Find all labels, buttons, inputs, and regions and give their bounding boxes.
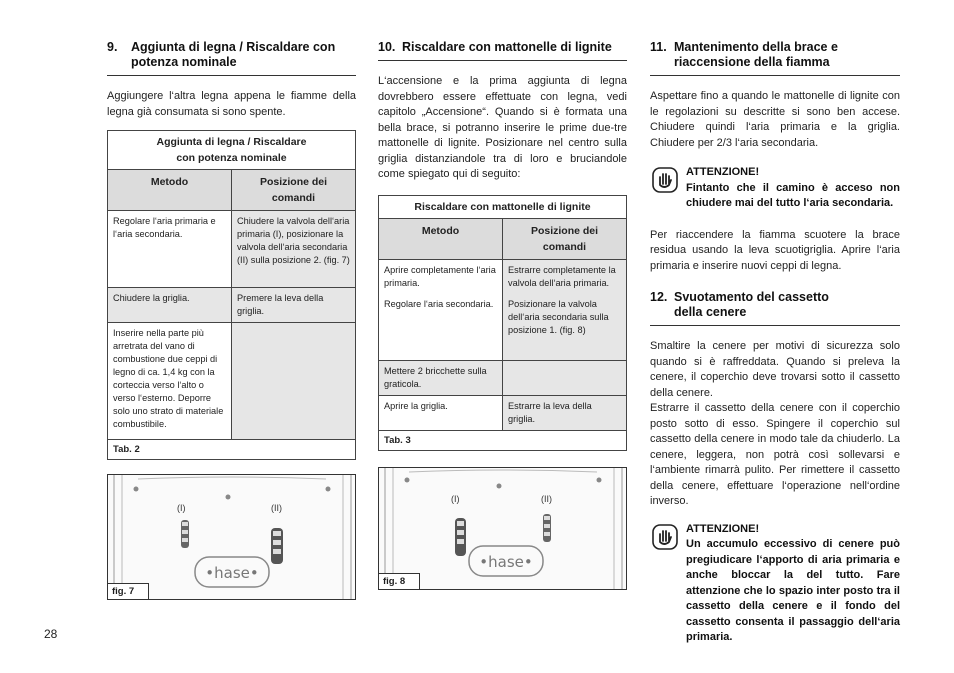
table-title: Riscaldare con mattonelle di lignite xyxy=(379,195,627,218)
warning-text-block xyxy=(686,522,900,646)
lever-label-secondary: (II) xyxy=(271,503,282,513)
table-label: Tab. 2 xyxy=(108,440,356,460)
warning-text-block xyxy=(686,165,900,212)
table-cell: Inserire nella parte più arretrata del vano di combustione due ceppi di legno di ca. 1,4 kg con la corteccia verso l‘alto o verso l‘esterno. Deporre solo uno strato di materiale combustibile. xyxy=(108,323,232,440)
table-cell: Estrarre la leva della griglia. xyxy=(503,395,627,430)
figure-8 xyxy=(378,467,627,590)
table-title-line: con potenza nominale xyxy=(176,152,287,164)
table-cell: Mettere 2 bricchette sulla graticola. xyxy=(379,360,503,395)
paragraph: L‘accensione e la prima aggiunta di legna dovrebbero essere effettuate con legna, vedi capitolo „Accensione“. Quando si è formata una bella brace, si potranno inserire le prime due-tre mattonelle di lignite. Posizionare nel centro sulla griglia distanziandole tra di loro e bruciandole come spiegato qui di seguito: xyxy=(378,75,627,180)
table-row xyxy=(108,288,356,323)
table-3 xyxy=(378,195,627,451)
title-line: riaccensione della fiamma xyxy=(674,55,830,69)
figure-label: fig. 7 xyxy=(108,583,149,599)
divider xyxy=(650,325,900,326)
table-cell xyxy=(379,259,503,360)
figure-label: fig. 8 xyxy=(379,573,420,589)
paragraph: Estrarre il cassetto della cenere con il coperchio posto sotto di esso. Spingere il coperchio sul cassetto della cenere in modo tale da chiuderlo. La cenere, leggera, non potrà così sollevarsi e l‘ambiente rimarrà pulito. Per rimettere il cassetto della cenere, effettuare l‘operazione nell‘ordine inverso. xyxy=(650,402,900,507)
cell-text: Aprire completamente l‘aria primaria. xyxy=(384,264,496,288)
title-line: Mantenimento della brace e xyxy=(674,40,838,54)
table-cell: Chiudere la valvola dell‘aria primaria (I), posizionare la valvola dell‘aria secondaria (II) sulla posizione 2. (fig. 7) xyxy=(232,211,356,288)
figure-7 xyxy=(107,474,356,600)
table-row xyxy=(108,323,356,440)
divider xyxy=(378,60,627,61)
warning-hand-icon xyxy=(650,524,680,550)
section-title xyxy=(674,40,900,70)
table-label: Tab. 3 xyxy=(379,430,627,450)
table-title-line: Aggiunta di legna / Riscaldare xyxy=(156,136,307,148)
divider xyxy=(107,75,356,76)
divider xyxy=(650,75,900,76)
section-number: 10. xyxy=(378,40,396,54)
table-cell: Premere la leva della griglia. xyxy=(232,288,356,323)
stove-illustration xyxy=(108,475,356,599)
warning-text: Fintanto che il camino è acceso non chiudere mai del tutto l‘aria secondaria. xyxy=(686,181,900,209)
paragraph: Per riaccendere la fiamma scuotere la brace residua usando la leva scuotigriglia. Aprire l‘aria primaria e inserire nuovi ceppi di legna. xyxy=(650,228,900,272)
cell-text: Estrarre completamente la valvola dell‘aria primaria. xyxy=(508,264,616,288)
column-header-position: Posizione dei comandi xyxy=(503,218,627,259)
cell-text: Posizionare la valvola dell‘aria secondaria sulla posizione 1. (fig. 8) xyxy=(508,298,609,335)
table-row xyxy=(379,360,627,395)
table-cell: Aprire la griglia. xyxy=(379,395,503,430)
table-row xyxy=(379,259,627,360)
table-cell: Regolare l‘aria primaria e l‘aria secondaria. xyxy=(108,211,232,288)
brand-logo: •hase• xyxy=(479,552,533,571)
table-cell xyxy=(232,323,356,440)
section-11 xyxy=(650,40,900,646)
warning-box xyxy=(650,165,900,212)
section-number: 12. xyxy=(650,290,668,304)
paragraph: Aggiungere l‘altra legna appena le fiamme della legna già consumata si sono spente. xyxy=(107,90,356,118)
section-title: Riscaldare con mattonelle di lignite xyxy=(402,40,612,54)
section-number: 9. xyxy=(107,40,118,54)
table-row xyxy=(379,395,627,430)
title-line: Svuotamento del cassetto xyxy=(674,290,829,304)
paragraph: Aspettare fino a quando le mattonelle di lignite con le regolazioni su descritte si sono ben accese. Chiudere quindi l‘aria primaria e la griglia. Chiudere per 2/3 l‘aria secondaria. xyxy=(650,90,900,149)
table-row xyxy=(108,211,356,288)
table-2 xyxy=(107,130,356,460)
warning-title: ATTENZIONE! xyxy=(686,166,760,178)
section-heading xyxy=(650,290,900,320)
section-title: Aggiunta di legna / Riscaldare con potenza nominale xyxy=(131,40,336,69)
section-heading xyxy=(378,40,627,55)
warning-hand-icon xyxy=(650,167,680,193)
section-heading xyxy=(107,40,356,70)
section-number: 11. xyxy=(650,40,667,54)
title-line: della cenere xyxy=(674,305,747,319)
section-12 xyxy=(650,290,900,646)
table-cell xyxy=(503,259,627,360)
page-number: 28 xyxy=(44,627,58,641)
column-header-method: Metodo xyxy=(108,170,232,211)
lever-label-primary: (I) xyxy=(451,493,460,504)
section-9 xyxy=(107,40,356,600)
section-10 xyxy=(378,40,627,590)
lever-label-secondary: (II) xyxy=(541,493,552,504)
column-header-method: Metodo xyxy=(379,218,503,259)
lever-label-primary: (I) xyxy=(177,503,186,513)
table-title xyxy=(108,131,356,170)
cell-text: Regolare l‘aria secondaria. xyxy=(384,298,494,309)
warning-text: Un accumulo eccessivo di cenere può pregiudicare l‘apporto di aria primaria e anche bloccar la del tutto. Fare attenzione che lo spazio inter posto tra il cassetto della cenere e il fondo del cassetto consenta il passaggio dell‘aria primaria. xyxy=(686,538,900,643)
section-title xyxy=(674,290,900,320)
table-cell xyxy=(503,360,627,395)
warning-title: ATTENZIONE! xyxy=(686,522,760,535)
section-heading xyxy=(650,40,900,70)
table-cell: Chiudere la griglia. xyxy=(108,288,232,323)
warning-box xyxy=(650,522,900,646)
column-header-position: Posizione dei comandi xyxy=(232,170,356,211)
paragraph: Smaltire la cenere per motivi di sicurezza solo quando si è raffreddata. Quando si preleva la cenere, il coperchio deve trovarsi sotto il cassetto della cenere. xyxy=(650,340,900,399)
stove-illustration xyxy=(379,468,627,589)
brand-logo: •hase• xyxy=(205,564,259,582)
